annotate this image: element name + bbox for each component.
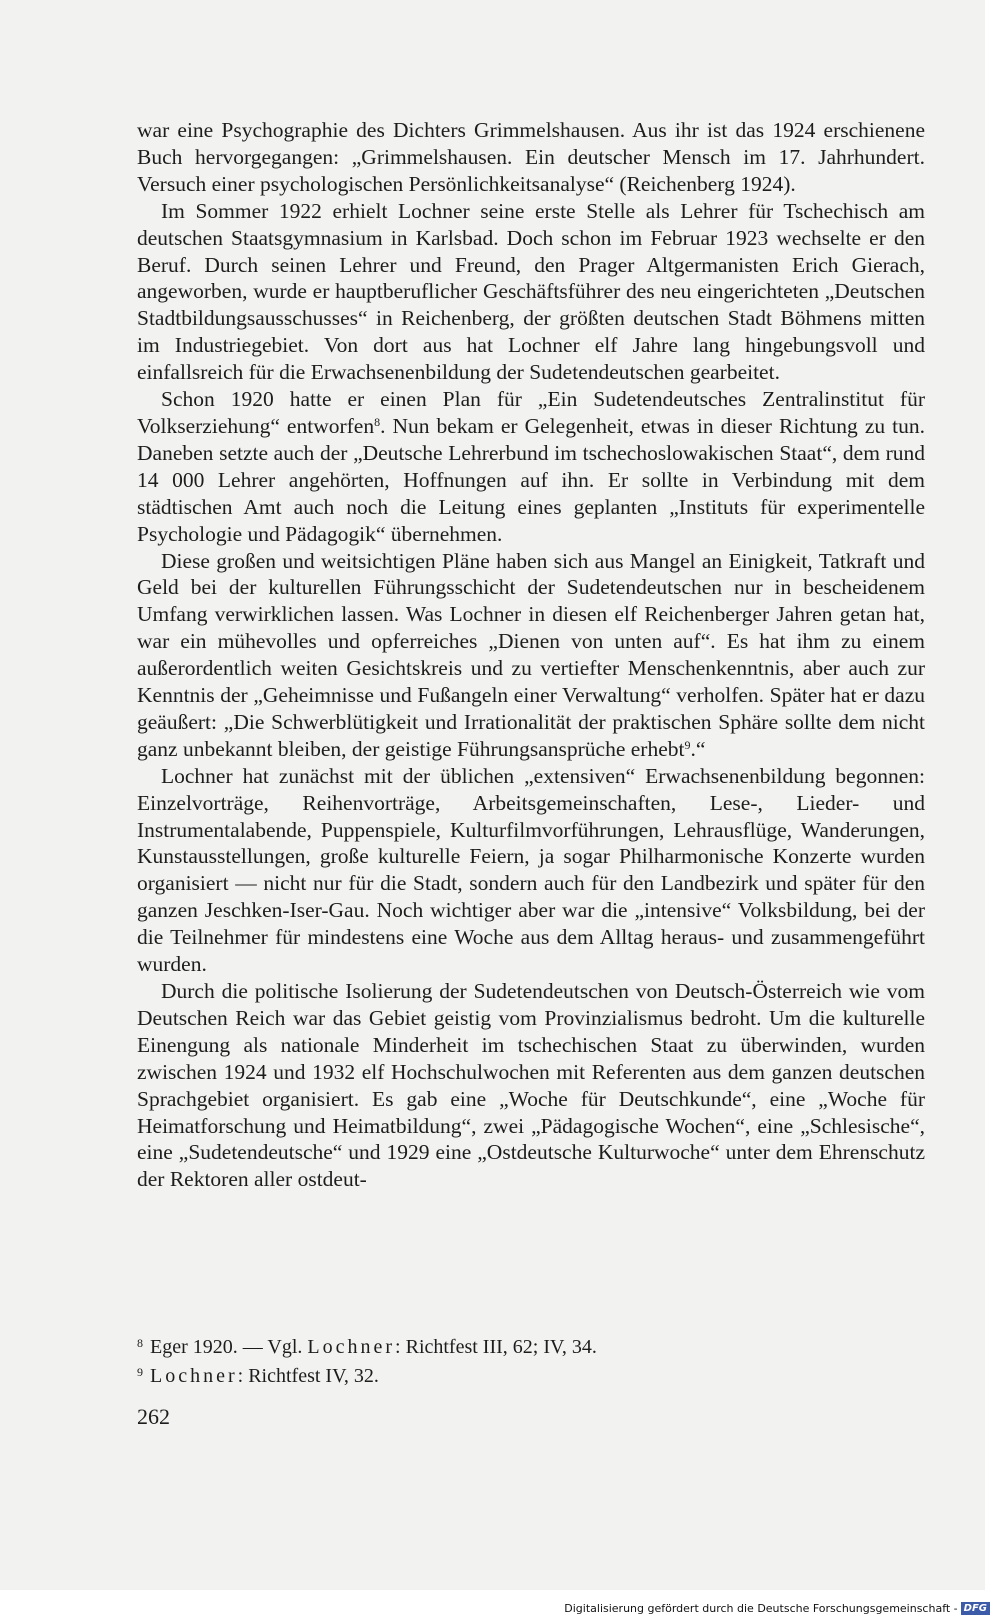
paragraph-4 <box>137 548 925 763</box>
footnote-text: Eger 1920. — Vgl. <box>150 1336 308 1358</box>
footnote-ref-9: 9 <box>684 737 691 752</box>
paragraph-1: war eine Psychographie des Dichters Grimmelshausen. Aus ihr ist das 1924 erschienene Buch hervorgegangen: „Grimmelshausen. Ein deutscher Mensch im 17. Jahrhundert. Versuch einer psychologischen Persönlichkeitsanalyse“ (Reichenberg 1924). <box>137 118 925 196</box>
footnote-ref-8: 8 <box>374 414 381 429</box>
footnote-source: : Richtfest IV, 32. <box>237 1365 379 1387</box>
footnote-author: Lochner <box>307 1336 396 1358</box>
footnote-8 <box>137 1331 925 1360</box>
paragraph-4-text-a: Diese großen und weitsichtigen Pläne haben sich aus Mangel an Einigkeit, Tatkraft und Geld bei der kulturellen Führungsschicht der Sudetendeutschen nur in bescheidenem Umfang verwirklichen lassen. Was Lochner in diesen elf Reichenberger Jahren getan hat, war ein mühevolles und opferreiches „Dienen von unten auf“. Es hat ihm zu einem außerordentlich weiten Gesichtskreis und zu vertiefter Menschenkenntnis, aber auch zur Kenntnis der „Geheimnisse und Fußangeln einer Verwaltung“ verholfen. Später hat er dazu geäußert: „Die Schwerblütigkeit und Irrationalität der praktischen Sphäre sollte dem nicht ganz unbekannt bleiben, der geistige Führungsansprüche erhebt <box>137 548 925 761</box>
dfg-logo: DFG <box>961 1602 990 1615</box>
paragraph-5: Lochner hat zunächst mit der üblichen „extensiven“ Erwachsenenbildung begonnen: Einzelvorträge, Reihenvorträge, Arbeitsgemeinschaften, Lese-, Lieder- und Instrumentalabende, Puppenspiele, Kulturfilmvorführungen, Lehrausflüge, Wanderungen, Kunstausstellungen, große kulturelle Feiern, ja sogar Philharmonische Konzerte wurden organisiert — nicht nur für die Stadt, sondern auch für den Landbezirk und später für den ganzen Jeschken-Iser-Gau. Noch wichtiger aber war die „intensive“ Volksbildung, bei der die Teilnehmer für mindestens eine Woche aus dem Alltag heraus- und zusammengeführt wurden. <box>137 763 925 977</box>
paragraph-3-text-b: . Nun bekam er Gelegenheit, etwas in dieser Richtung zu tun. Daneben setzte auch der „Deutsche Lehrerbund im tschechoslowakischen Staat“, dem rund 14 000 Lehrer angehörten, Hoffnungen auf ihn. Er sollte in Verbindung mit dem städtischen Amt auch noch die Leitung eines geplanten „Instituts für experimentelle Psychologie und Pädagogik“ übernehmen. <box>137 413 926 546</box>
digitization-credit: Digitalisierung gefördert durch die Deutsche Forschungsgemeinschaft - <box>564 1602 958 1615</box>
paragraph-3 <box>137 386 925 547</box>
footnote-number: 8 <box>137 1336 143 1350</box>
paragraph-3-text-a: Schon 1920 hatte er einen Plan für „Ein Sudetendeutsches Zentralinstitut für Volkserziehung“ entworfen <box>137 387 925 438</box>
footnotes <box>137 1331 925 1389</box>
footnote-author: Lochner <box>150 1365 238 1387</box>
page-number: 262 <box>137 1404 170 1429</box>
footnote-9 <box>137 1360 925 1389</box>
footnote-source: : Richtfest III, 62; IV, 34. <box>395 1336 597 1358</box>
paragraph-4-text-b: .“ <box>690 736 706 761</box>
footnote-number: 9 <box>137 1365 143 1379</box>
paragraph-2: Im Sommer 1922 erhielt Lochner seine erste Stelle als Lehrer für Tschechisch am deutschen Staatsgymnasium in Karlsbad. Doch schon im Februar 1923 wechselte er den Beruf. Durch seinen Lehrer und Freund, den Prager Altgermanisten Erich Gierach, angeworben, wurde er hauptberuflicher Geschäftsführer des neu eingerichteten „Deutschen Stadtbildungsausschusses“ in Reichenberg, der größten deutschen Stadt Böhmens mitten im Industriegebiet. Von dort aus hat Lochner elf Jahre lang hingebungsvoll und einfallsreich für die Erwachsenenbildung der Sudetendeutschen gearbeitet. <box>137 198 925 385</box>
body-text <box>137 117 925 1193</box>
paragraph-6: Durch die politische Isolierung der Sudetendeutschen von Deutsch-Österreich wie vom Deutschen Reich war das Gebiet geistig vom Provinzialismus bedroht. Um die kulturelle Einengung als nationale Minderheit im tschechischen Staat zu überwinden, wurden zwischen 1924 und 1932 elf Hochschulwochen mit Referenten aus dem ganzen deutschen Sprachgebiet organisiert. Es gab eine „Woche für Deutschkunde“, eine „Woche für Heimatforschung und Heimatbildung“, zwei „Pädagogische Wochen“, eine „Schlesische“, eine „Sudetendeutsche“ und 1929 eine „Ostdeutsche Kulturwoche“ unter dem Ehrenschutz der Rektoren aller ostdeut- <box>137 979 925 1192</box>
digitization-footer <box>564 1602 990 1615</box>
